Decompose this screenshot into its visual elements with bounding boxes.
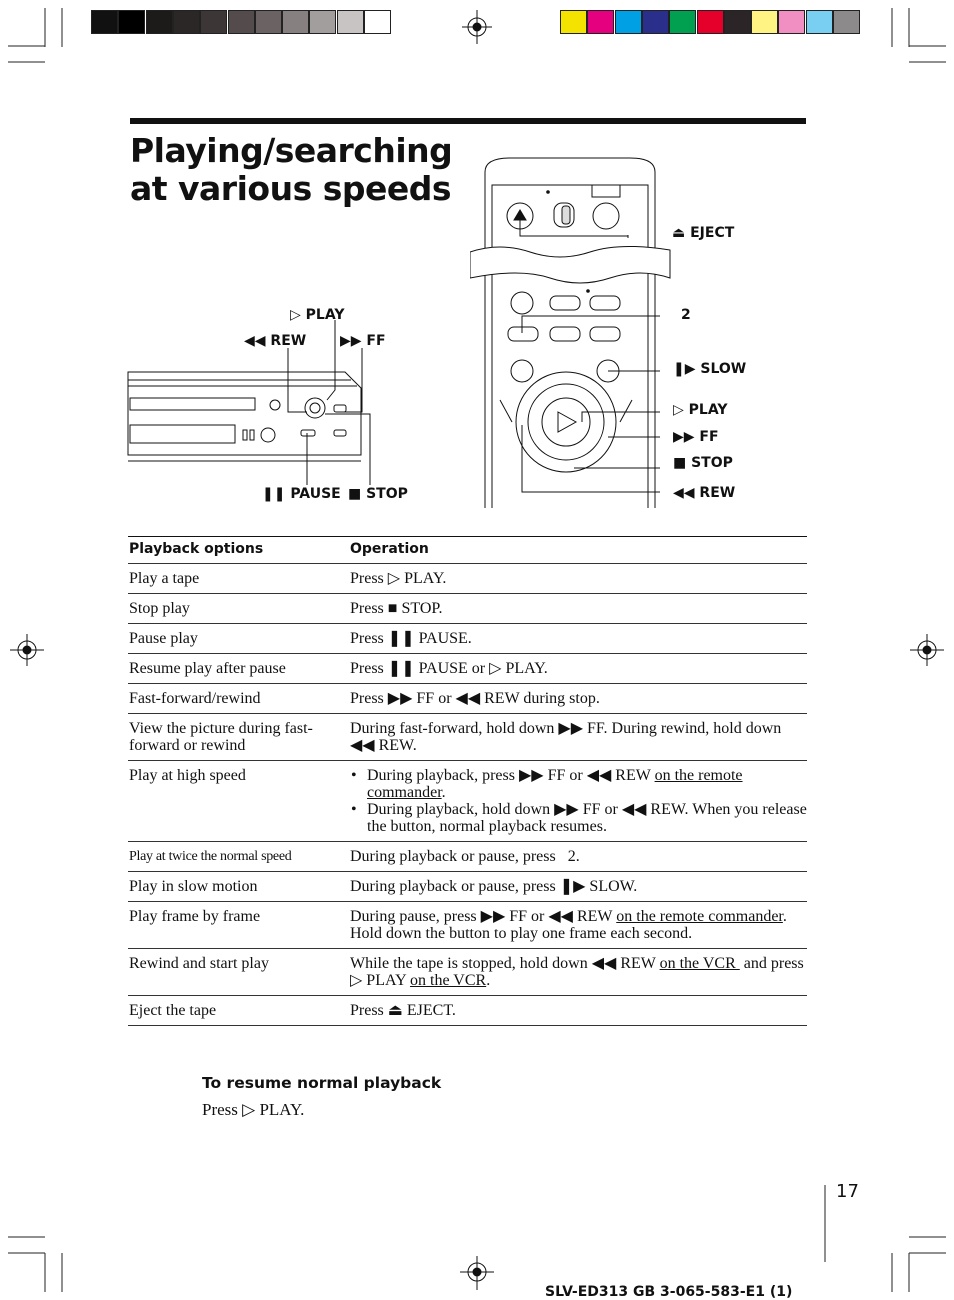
gray-swatch [255,10,282,34]
table-row [128,593,807,623]
table-header-row [128,536,807,563]
operation-cell [349,902,807,948]
bullet-text-end: . [441,784,446,801]
resume-heading: To resume normal playback [202,1074,442,1092]
operation-text-end: . Hold down the button to play one frame each second. [350,908,787,942]
color-swatch [697,10,724,34]
title-line-1: Playing/searching [130,131,453,170]
table-row [128,901,807,948]
vcr-link-2: on the VCR [410,972,487,989]
table-row [128,623,807,653]
playback-options-table [128,536,807,1026]
vcr-label-pause: ❚❚ PAUSE [262,486,341,502]
vcr-label-rew: ◀◀ REW [244,333,307,349]
color-swatch [751,10,778,34]
title-rule [130,118,806,124]
gray-swatch [118,10,145,34]
operation-cell [349,949,807,995]
operation-text-mid: and press ▷ PLAY [350,955,804,989]
bullet-item [367,767,807,801]
gray-swatch [173,10,200,34]
resume-text: Press ▷ PLAY. [202,1100,305,1119]
title-line-2: at various speeds [130,169,451,208]
option-cell: Play at twice the normal speed [129,849,292,864]
page-title [130,132,452,208]
operation-cell: Press ❚❚ PAUSE. [350,630,472,647]
gray-swatch [228,10,255,34]
remote-label-ff: ▶▶ FF [673,429,719,445]
color-swatch [615,10,642,34]
gray-swatch [146,10,173,34]
registration-mark-bottom [460,1256,494,1290]
color-swatch [560,10,587,34]
bullet-item [367,801,807,835]
option-cell: Eject the tape [129,1002,217,1019]
option-cell: Play at high speed [129,767,246,784]
option-cell: View the picture during fast-forward or rewind [129,720,313,754]
gray-swatch [337,10,364,34]
option-cell: Play a tape [129,570,200,587]
remote-label-eject: ⏏ EJECT [672,225,735,241]
remote-label-play: ▷ PLAY [673,402,728,418]
vcr-label-play: ▷ PLAY [290,307,345,323]
operation-bullets [350,767,807,835]
remote-illustration [470,150,680,510]
gray-swatch [364,10,391,34]
bullet-text: During playback, press ▶▶ FF or ◀◀ REW [367,767,655,784]
option-cell: Play in slow motion [129,878,258,895]
remote-label-slow: ❚▶ SLOW [673,361,747,377]
vcr-label-ff: ▶▶ FF [340,333,386,349]
gray-swatch [282,10,309,34]
operation-text: While the tape is stopped, hold down ◀◀ REW [350,955,660,972]
color-swatch [669,10,696,34]
operation-cell: During playback or pause, press ❚▶ SLOW. [350,878,638,895]
table-row [128,871,807,901]
operation-cell: Press ▶▶ FF or ◀◀ REW during stop. [350,690,600,707]
page-number: 17 [836,1181,859,1202]
gray-swatch [200,10,227,34]
bullet-text: During playback, hold down ▶▶ FF or ◀◀ REW. When you release the button, normal playback resumes. [367,801,807,835]
remote-label-rew: ◀◀ REW [673,485,736,501]
table-row [128,683,807,713]
option-cell: Play frame by frame [129,908,261,925]
color-swatch [642,10,669,34]
header-operation: Operation [350,541,429,557]
operation-cell: Press ■ STOP. [350,600,443,617]
header-playback-options: Playback options [129,541,264,557]
table-row [128,760,807,841]
operation-text: During pause, press ▶▶ FF or ◀◀ REW [350,908,617,925]
operation-cell: Press ❚❚ PAUSE or ▷ PLAY. [350,660,548,677]
operation-cell: Press ▷ PLAY. [350,570,447,587]
table-row [128,841,807,871]
remote-label-2: 2 [681,307,691,323]
footer-code: SLV-ED313 GB 3-065-583-E1 (1) [545,1284,793,1300]
remote-label-stop: ■ STOP [673,455,733,471]
operation-cell: During playback or pause, press 2. [350,848,580,865]
color-swatch [806,10,833,34]
table-row [128,713,807,760]
option-cell: Stop play [129,600,190,617]
registration-mark-top [462,10,492,44]
operation-cell: During fast-forward, hold down ▶▶ FF. During rewind, hold down ◀◀ REW. [350,720,782,754]
gray-swatch [309,10,336,34]
registration-mark-right [910,634,944,666]
color-swatch [587,10,614,34]
operation-cell [349,761,807,841]
remote-commander-link: on the remote commander [367,767,743,801]
registration-mark-left [10,634,44,666]
operation-text-end: . [486,972,491,989]
color-swatch [833,10,860,34]
vcr-link: on the VCR [659,955,740,972]
table-row [128,653,807,683]
color-swatch [724,10,751,34]
operation-cell: Press ⏏ EJECT. [350,1002,456,1019]
color-swatch [778,10,805,34]
table-row [128,995,807,1026]
option-cell: Pause play [129,630,198,647]
option-cell: Rewind and start play [129,955,269,972]
gray-swatch [91,10,118,34]
vcr-label-stop: ■ STOP [348,486,408,502]
remote-commander-link: on the remote commander [616,908,783,925]
option-cell: Fast-forward/rewind [129,690,261,707]
table-row [128,563,807,593]
option-cell: Resume play after pause [129,660,286,677]
table-row [128,948,807,995]
